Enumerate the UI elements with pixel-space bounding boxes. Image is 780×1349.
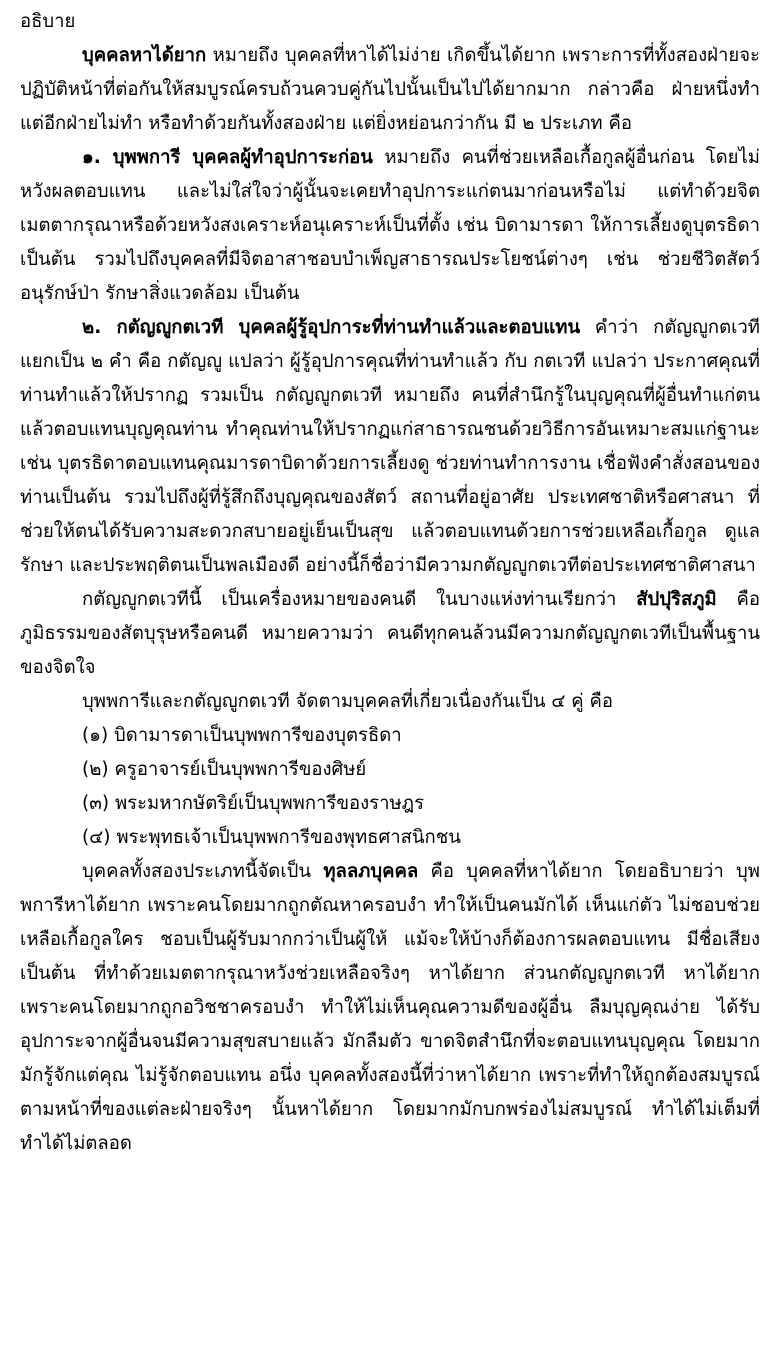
intro-term: บุคคลหาได้ยาก [82, 45, 207, 66]
type2-term: ๒. กตัญญูกตเวที บุคคลผู้รู้อุปการะที่ท่านทำแล้วและตอบแทน [82, 317, 581, 338]
conclusion-text-before: บุคคลทั้งสองประเภทนี้จัดเป็น [82, 861, 324, 882]
type2-text: คำว่า กตัญญูกตเวที แยกเป็น ๒ คำ คือ กตัญญู แปลว่า ผู้รู้อุปการคุณที่ท่านทำแล้ว กับ กตเวที แปลว่า ประกาศคุณที่ท่านทำแล้วให้ปรากฏ รวมเป็น กตัญญูกตเวที หมายถึง คนที่สำนึกรู้ในบุญคุณที่ผู้อื่นทำแก่ตนแล้วตอบแทนบุญคุณท่าน ทำคุณท่านให้ปรากฏแก่สาธารณชนด้วยวิธีการอันเหมาะสมแก่ฐานะ เช่น บุตรธิดาตอบแทนคุณมารดาบิดาด้วยการเลี้ยงดู ช่วยท่านทำการงาน เชื่อฟังคำสั่งสอนของท่านเป็นต้น รวมไปถึงผู้ที่รู้สึกถึงบุญคุณของสัตว์ สถานที่อยู่อาศัย ประเทศชาติหรือศาสนา ที่ช่วยให้ตนได้รับความสะดวกสบายอยู่เย็นเป็นสุข แล้วตอบแทนด้วยการช่วยเหลือเกื้อกูล ดูแลรักษา และประพฤติตนเป็นพลเมืองดี อย่างนี้ก็ชื่อว่ามีความกตัญญูกตเวทีต่อประเทศชาติศาสนา [20, 317, 760, 576]
intro-paragraph [20, 39, 760, 141]
pair-item-4: (๔) พระพุทธเจ้าเป็นบุพพการีของพุทธศาสนิกชน [82, 827, 461, 848]
pair-item-2: (๒) ครูอาจารย์เป็นบุพพการีของศิษย์ [82, 759, 367, 780]
intro-text: หมายถึง บุคคลที่หาได้ไม่ง่าย เกิดขึ้นได้ยาก เพราะการที่ทั้งสองฝ่ายจะปฏิบัติหน้าที่ต่อกันให้สมบูรณ์ครบถ้วนควบคู่กันไปนั้นเป็นไปได้ยากมาก กล่าวคือ ฝ่ายหนึ่งทำ แต่อีกฝ่ายไม่ทำ หรือทำด้วยกันทั้งสองฝ่าย แต่ยิ่งหย่อนกว่ากัน มี ๒ ประเภท คือ [20, 45, 760, 134]
type1-paragraph [20, 141, 760, 311]
sign-text-after: คือภูมิธรรมของสัตบุรุษหรือคนดี หมายความว่า คนดีทุกคนล้วนมีความกตัญญูกตเวทีเป็นพื้นฐานของจิตใจ [20, 589, 760, 678]
pairs-intro: บุพพการีและกตัญญูกตเวที จัดตามบุคคลที่เกี่ยวเนื่องกันเป็น ๔ คู่ คือ [82, 691, 614, 712]
conclusion-term: ทุลลภบุคคล [323, 861, 419, 882]
sign-paragraph [20, 583, 760, 685]
pair-item-1: (๑) บิดามารดาเป็นบุพพการีของบุตรธิดา [82, 725, 402, 746]
type1-text: หมายถึง คนที่ช่วยเหลือเกื้อกูลผู้อื่นก่อน โดยไม่หวังผลตอบแทน และไม่ใส่ใจว่าผู้นั้นจะเคยทำอุปการะแก่ตนมาก่อนหรือไม่ แต่ทำด้วยจิตเมตตากรุณาหรือด้วยหวังสงเคราะห์อนุเคราะห์เป็นที่ตั้ง เช่น บิดามารดา ให้การเลี้ยงดูบุตรธิดา เป็นต้น รวมไปถึงบุคคลที่มีจิตอาสาชอบบำเพ็ญสาธารณประโยชน์ต่างๆ เช่น ช่วยชีวิตสัตว์ อนุรักษ์ป่า รักษาสิ่งแวดล้อม เป็นต้น [20, 147, 761, 304]
sign-text-before: กตัญญูกตเวทีนี้ เป็นเครื่องหมายของคนดี ในบางแห่งท่านเรียกว่า [82, 589, 637, 610]
document-page [20, 5, 760, 1161]
type2-paragraph [20, 311, 760, 583]
pair-item-3: (๓) พระมหากษัตริย์เป็นบุพพการีของราษฎร [82, 793, 425, 814]
sign-term: สัปปุริสภูมิ [636, 589, 717, 610]
type1-term: ๑. บุพพการี บุคคลผู้ทำอุปการะก่อน [82, 147, 373, 168]
section-heading: อธิบาย [20, 11, 76, 32]
conclusion-paragraph [20, 855, 760, 1161]
conclusion-text-after: คือ บุคคลที่หาได้ยาก โดยอธิบายว่า บุพพการีหาได้ยาก เพราะคนโดยมากถูกตัณหาครอบงำ ทำให้เป็นคนมักได้ เห็นแก่ตัว ไม่ชอบช่วยเหลือเกื้อกูลใคร ชอบเป็นผู้รับมากกว่าเป็นผู้ให้ แม้จะให้บ้างก็ต้องการผลตอบแทน มีชื่อเสียง เป็นต้น ที่ทำด้วยเมตตากรุณาหวังช่วยเหลือจริงๆ หาได้ยาก ส่วนกตัญญูกตเวที หาได้ยาก เพราะคนโดยมากถูกอวิชชาครอบงำ ทำให้ไม่เห็นคุณความดีของผู้อื่น ลืมบุญคุณง่าย ได้รับอุปการะจากผู้อื่นจนมีความสุขสบายแล้ว มักลืมตัว ขาดจิตสำนึกที่จะตอบแทนบุญคุณ โดยมากมักรู้จักแต่คุณ ไม่รู้จักตอบแทน อนึ่ง บุคคลทั้งสองนี้ที่ว่าหาได้ยาก เพราะที่ทำให้ถูกต้องสมบูรณ์ตามหน้าที่ของแต่ละฝ่ายจริงๆ นั้นหาได้ยาก โดยมากมักบกพร่องไม่สมบูรณ์ ทำได้ไม่เต็มที่ ทำได้ไม่ตลอด [20, 861, 760, 1154]
